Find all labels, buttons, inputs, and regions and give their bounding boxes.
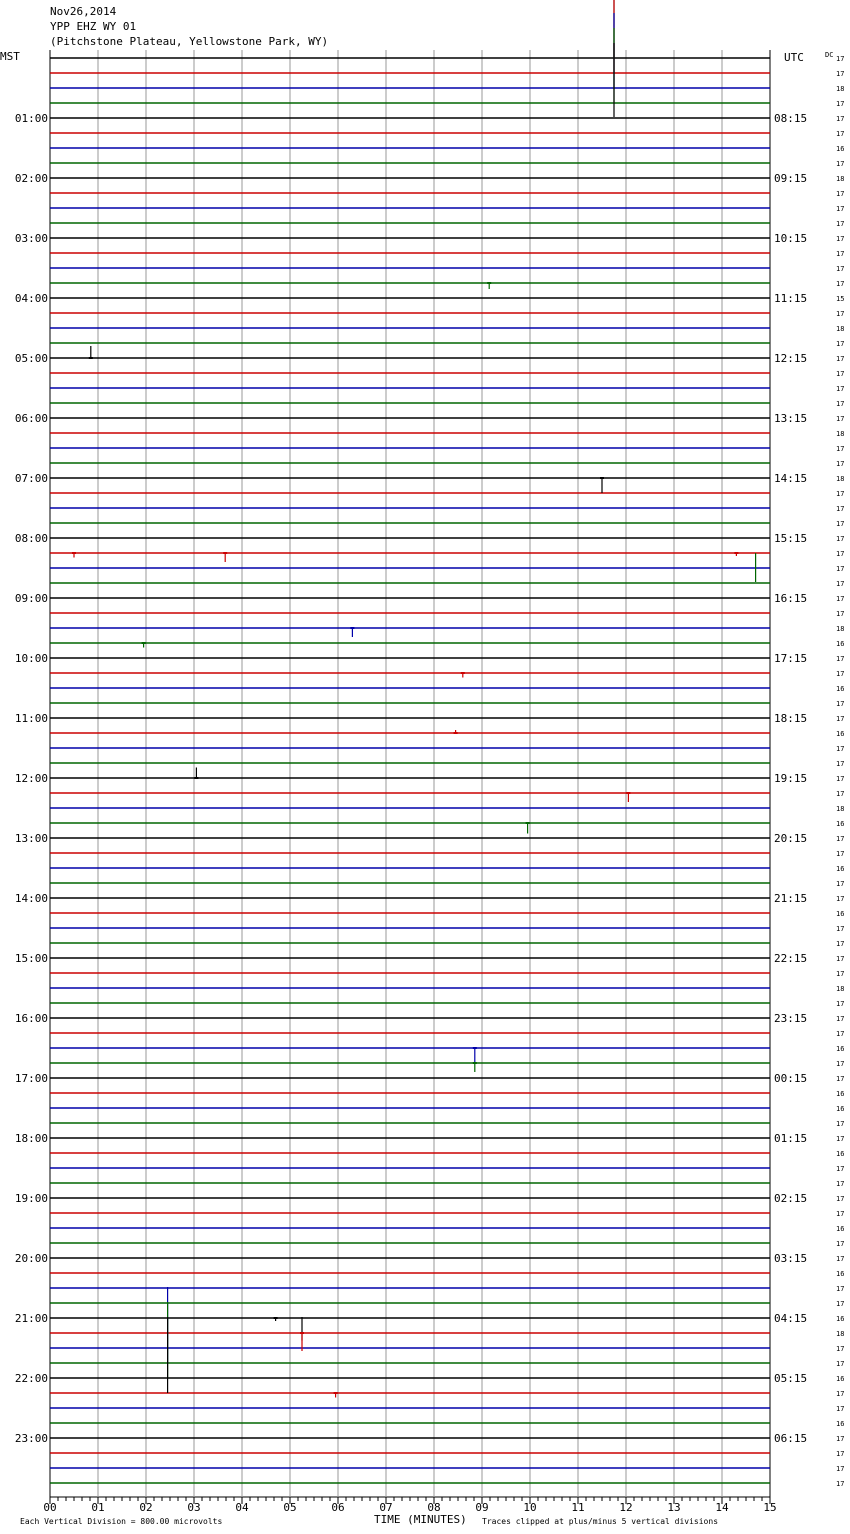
- utc-hour-label: 16:15: [774, 592, 808, 605]
- utc-hour-label: 02:15: [774, 1192, 808, 1205]
- utc-hour-label: 00:15: [774, 1072, 808, 1085]
- dc-offset-label: 17: [836, 940, 845, 948]
- dc-offset-label: 17: [836, 1060, 845, 1068]
- dc-offset-label: 17: [836, 250, 845, 258]
- dc-offset-label: 18: [836, 325, 845, 333]
- x-tick-label: 00: [43, 1501, 57, 1514]
- utc-hour-label: 19:15: [774, 772, 808, 785]
- dc-offset-label: 16: [836, 865, 845, 873]
- dc-offset-label: 17: [836, 355, 845, 363]
- dc-offset-label: 17: [836, 595, 845, 603]
- dc-offset-label: 18: [836, 85, 845, 93]
- x-tick-label: 14: [715, 1501, 729, 1514]
- mst-hour-label: 21:00: [14, 1312, 48, 1325]
- x-tick-label: 13: [667, 1501, 681, 1514]
- mst-hour-label: 18:00: [14, 1132, 48, 1145]
- mst-hour-label: 04:00: [14, 292, 48, 305]
- mst-hour-label: 02:00: [14, 172, 48, 185]
- x-tick-label: 10: [523, 1501, 537, 1514]
- dc-offset-label: 17: [836, 1390, 845, 1398]
- dc-offset-label: 17: [836, 550, 845, 558]
- dc-offset-label: 17: [836, 1030, 845, 1038]
- dc-offset-label: 17: [836, 1000, 845, 1008]
- x-tick-label: 01: [91, 1501, 105, 1514]
- mst-hour-label: 16:00: [14, 1012, 48, 1025]
- dc-offset-label: 17: [836, 790, 845, 798]
- dc-offset-label: 17: [836, 1075, 845, 1083]
- labels: [15, 55, 845, 1514]
- dc-offset-label: 17: [836, 700, 845, 708]
- dc-offset-label: 18: [836, 475, 845, 483]
- dc-offset-label: 17: [836, 775, 845, 783]
- dc-offset-label: 17: [836, 310, 845, 318]
- dc-offset-label: 17: [836, 160, 845, 168]
- dc-offset-label: 17: [836, 280, 845, 288]
- utc-hour-label: 14:15: [774, 472, 808, 485]
- utc-hour-label: 06:15: [774, 1432, 808, 1445]
- dc-offset-label: 17: [836, 880, 845, 888]
- location-label: (Pitchstone Plateau, Yellowstone Park, WY): [50, 35, 329, 48]
- mst-hour-label: 10:00: [14, 652, 48, 665]
- dc-offset-label: 17: [836, 895, 845, 903]
- dc-offset-label: 17: [836, 1405, 845, 1413]
- dc-offset-label: 17: [836, 115, 845, 123]
- dc-offset-label: 15: [836, 295, 845, 303]
- dc-offset-label: 17: [836, 1135, 845, 1143]
- dc-offset-label: 18: [836, 625, 845, 633]
- utc-hour-label: 21:15: [774, 892, 808, 905]
- utc-hour-label: 17:15: [774, 652, 808, 665]
- dc-offset-label: 16: [836, 910, 845, 918]
- dc-offset-label: 16: [836, 1315, 845, 1323]
- utc-hour-label: 20:15: [774, 832, 808, 845]
- mst-hour-label: 09:00: [14, 592, 48, 605]
- mst-hour-label: 11:00: [14, 712, 48, 725]
- dc-offset-label: 17: [836, 955, 845, 963]
- dc-offset-label: 17: [836, 1285, 845, 1293]
- mst-hour-label: 06:00: [14, 412, 48, 425]
- dc-offset-label: 16: [836, 1045, 845, 1053]
- clip-note: Traces clipped at plus/minus 5 vertical divisions: [482, 1517, 719, 1526]
- station-label: YPP EHZ WY 01: [50, 20, 137, 33]
- x-tick-label: 02: [139, 1501, 153, 1514]
- dc-offset-label: 17: [836, 100, 845, 108]
- dc-offset-label: 17: [836, 1180, 845, 1188]
- dc-offset-label: 17: [836, 715, 845, 723]
- dc-offset-label: 17: [836, 70, 845, 78]
- dc-offset-label: 17: [836, 850, 845, 858]
- dc-offset-label: 16: [836, 1090, 845, 1098]
- utc-hour-label: 09:15: [774, 172, 808, 185]
- dc-offset-label: 16: [836, 730, 845, 738]
- dc-offset-label: 17: [836, 970, 845, 978]
- mst-hour-label: 05:00: [14, 352, 48, 365]
- utc-hour-label: 04:15: [774, 1312, 808, 1325]
- x-tick-label: 07: [379, 1501, 393, 1514]
- mst-hour-label: 01:00: [14, 112, 48, 125]
- dc-offset-label: 17: [836, 340, 845, 348]
- utc-hour-label: 13:15: [774, 412, 808, 425]
- dc-offset-label: 17: [836, 1195, 845, 1203]
- mst-hour-label: 08:00: [14, 532, 48, 545]
- x-tick-label: 15: [763, 1501, 777, 1514]
- x-tick-label: 08: [427, 1501, 441, 1514]
- dc-offset-label: 17: [836, 1165, 845, 1173]
- utc-hour-label: 10:15: [774, 232, 808, 245]
- utc-hour-label: 23:15: [774, 1012, 808, 1025]
- mst-hour-label: 17:00: [14, 1072, 48, 1085]
- dc-offset-label: 18: [836, 175, 845, 183]
- utc-hour-label: 15:15: [774, 532, 808, 545]
- x-tick-label: 11: [571, 1501, 585, 1514]
- dc-offset-label: 16: [836, 1225, 845, 1233]
- utc-hour-label: 11:15: [774, 292, 808, 305]
- utc-hour-label: 01:15: [774, 1132, 808, 1145]
- dc-offset-label: 17: [836, 760, 845, 768]
- mst-hour-label: 23:00: [14, 1432, 48, 1445]
- dc-offset-label: 17: [836, 55, 845, 63]
- mst-axis-title: MST: [0, 50, 20, 63]
- utc-hour-label: 05:15: [774, 1372, 808, 1385]
- dc-offset-label: 16: [836, 145, 845, 153]
- mst-hour-label: 03:00: [14, 232, 48, 245]
- dc-offset-label: 17: [836, 205, 845, 213]
- utc-hour-label: 12:15: [774, 352, 808, 365]
- dc-offset-label: 17: [836, 565, 845, 573]
- x-tick-label: 09: [475, 1501, 489, 1514]
- mst-hour-label: 20:00: [14, 1252, 48, 1265]
- dc-offset-label: 17: [836, 670, 845, 678]
- dc-offset-label: 17: [836, 610, 845, 618]
- dc-offset-label: 18: [836, 805, 845, 813]
- dc-offset-label: 16: [836, 1375, 845, 1383]
- utc-hour-label: 18:15: [774, 712, 808, 725]
- dc-offset-label: 17: [836, 400, 845, 408]
- dc-offset-label: 16: [836, 820, 845, 828]
- utc-axis-title: UTC: [784, 51, 804, 64]
- traces: [50, 58, 770, 1483]
- x-tick-label: 03: [187, 1501, 201, 1514]
- dc-offset-label: 17: [836, 385, 845, 393]
- dc-offset-label: 16: [836, 1420, 845, 1428]
- utc-hour-label: 08:15: [774, 112, 808, 125]
- dc-offset-label: 17: [836, 580, 845, 588]
- dc-offset-label: 17: [836, 220, 845, 228]
- dc-offset-label: 17: [836, 415, 845, 423]
- dc-offset-label: 17: [836, 925, 845, 933]
- dc-offset-label: 17: [836, 1120, 845, 1128]
- vertical-division-note: Each Vertical Division = 800.00 microvolts: [20, 1517, 223, 1526]
- mst-hour-label: 07:00: [14, 472, 48, 485]
- dc-offset-label: 17: [836, 1210, 845, 1218]
- dc-offset-label: 17: [836, 1300, 845, 1308]
- dc-offset-label: 17: [836, 490, 845, 498]
- dc-offset-label: 17: [836, 745, 845, 753]
- dc-offset-label: 17: [836, 1345, 845, 1353]
- dc-offset-label: 17: [836, 460, 845, 468]
- dc-offset-label: 17: [836, 190, 845, 198]
- dc-offset-label: 17: [836, 1465, 845, 1473]
- dc-offset-label: 17: [836, 1015, 845, 1023]
- events: [72, 0, 756, 1398]
- dc-offset-label: 16: [836, 1105, 845, 1113]
- dc-offset-label: 17: [836, 520, 845, 528]
- dc-offset-label: 16: [836, 1270, 845, 1278]
- dc-offset-label: 17: [836, 265, 845, 273]
- x-axis-label: TIME (MINUTES): [374, 1513, 467, 1526]
- dc-offset-label: 17: [836, 1480, 845, 1488]
- dc-offset-label: 18: [836, 1330, 845, 1338]
- dc-offset-label: 17: [836, 1360, 845, 1368]
- dc-offset-label: 17: [836, 655, 845, 663]
- dc-offset-label: 17: [836, 1450, 845, 1458]
- dc-offset-label: 17: [836, 130, 845, 138]
- dc-offset-label: 17: [836, 445, 845, 453]
- utc-hour-label: 22:15: [774, 952, 808, 965]
- x-tick-label: 06: [331, 1501, 345, 1514]
- mst-hour-label: 13:00: [14, 832, 48, 845]
- x-tick-label: 05: [283, 1501, 297, 1514]
- mst-hour-label: 19:00: [14, 1192, 48, 1205]
- dc-offset-label: 17: [836, 370, 845, 378]
- dc-offset-label: 17: [836, 1240, 845, 1248]
- dc-offset-label: 17: [836, 535, 845, 543]
- dc-offset-label: 16: [836, 685, 845, 693]
- x-tick-label: 04: [235, 1501, 249, 1514]
- dc-label: DC: [825, 51, 834, 59]
- mst-hour-label: 14:00: [14, 892, 48, 905]
- dc-offset-label: 17: [836, 235, 845, 243]
- mst-hour-label: 12:00: [14, 772, 48, 785]
- dc-offset-label: 17: [836, 1435, 845, 1443]
- x-tick-label: 12: [619, 1501, 633, 1514]
- dc-offset-label: 17: [836, 835, 845, 843]
- dc-offset-label: 17: [836, 1255, 845, 1263]
- mst-hour-label: 15:00: [14, 952, 48, 965]
- mst-hour-label: 22:00: [14, 1372, 48, 1385]
- dc-offset-label: 16: [836, 1150, 845, 1158]
- dc-offset-label: 18: [836, 985, 845, 993]
- utc-hour-label: 03:15: [774, 1252, 808, 1265]
- dc-offset-label: 17: [836, 505, 845, 513]
- date-label: Nov26,2014: [50, 5, 117, 18]
- dc-offset-label: 16: [836, 640, 845, 648]
- dc-offset-label: 18: [836, 430, 845, 438]
